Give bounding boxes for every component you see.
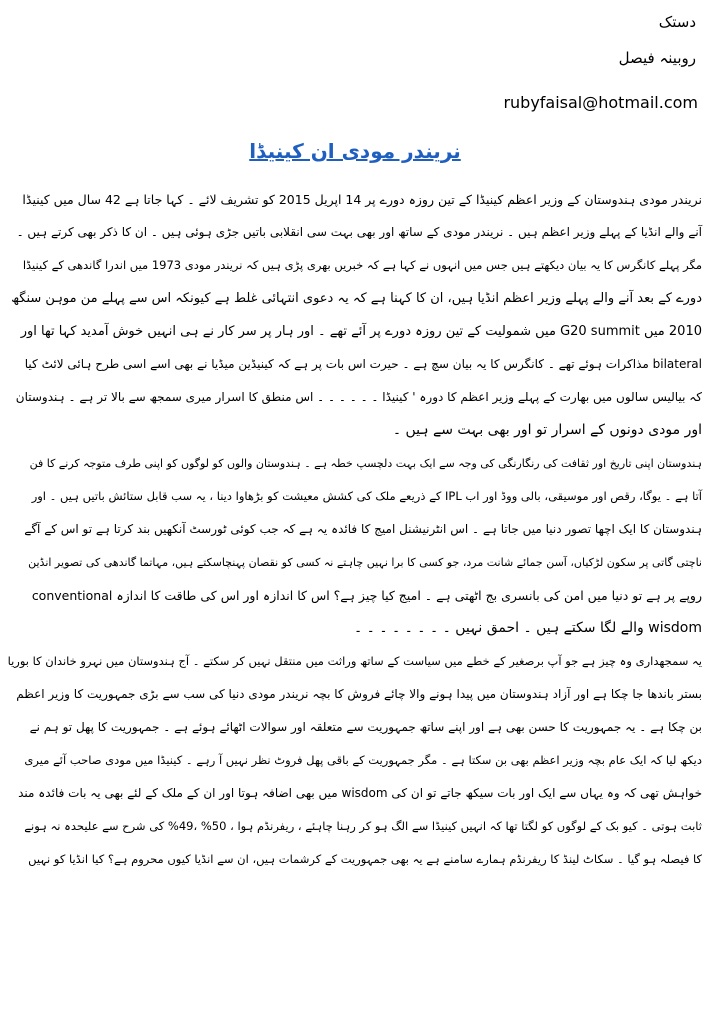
text-line: ناچتی گاتی پر سکون لڑکیاں، آسن جمائے شانت مرد، جو کسی کا برا نہیں چاہتے نہ کسی کو نقصان پہنچاسکتے ہیں، مہاتما گاندھی کی تصویر انڈین <box>28 556 702 569</box>
text-line: bilateral مذاکرات ہوئے تھے ۔ کانگرس کا یہ بیان سچ ہے ۔ حیرت اس بات پر ہے کہ کینیڈین میڈیا نے بھی اسے اسی طرح ہائی لائٹ کیا <box>24 357 702 371</box>
text-line: بستر باندھا جا چکا ہے اور آزاد ہندوستان میں پیدا ہونے والا چائے فروش کا بچہ نریندر مودی دنیا کی سب سے بڑی جمہوریت کا وزیر اعظم <box>16 687 702 701</box>
text-line: wisdom والے لگا سکتے ہیں ۔ احمق نہیں ۔ ۔ ۔ ۔ ۔ ۔ ۔ ۔ <box>354 620 702 636</box>
article-body <box>6 183 702 876</box>
text-line: دورے کے بعد آنے والے پہلے وزیر اعظم انڈیا ہیں، ان کا کہنا ہے کہ یہ دعوی انتہائی غلط ہے کیونکہ اس سے پہلے من موہن سنگھ <box>11 291 702 306</box>
text-line: خواہش تھی کہ وہ یہاں سے ایک اور بات سیکھ جاتے تو ان کی wisdom میں بھی اضافہ ہوتا اور ان کے ملک کے لئے بھی یہ بات فائدہ مند <box>18 786 702 800</box>
text-line: مگر پہلے کانگرس کا یہ بیان دیکھتے ہیں جس میں انہوں نے کہا ہے کہ خبریں بھری پڑی ہیں کہ نریندر مودی 1973 میں اندرا گاندھی کے کینیڈا <box>22 258 702 272</box>
text-line: ہندوستان کا ایک اچھا تصور دنیا میں جاتا ہے ۔ اس انٹرنیشنل امیج کا فائدہ یہ ہے کہ جب کوئی ٹورسٹ آنکھیں بند کرتا ہے تو اس کے آگے <box>24 522 702 536</box>
author-name: روبینہ فیصل <box>618 49 696 67</box>
text-line: کہ بیالیس سالوں میں بھارت کے پہلے وزیر اعظم کا دورہ ' کینیڈا ۔ ۔ ۔ ۔ ۔ ۔ اس منطق کا اسرار میری سمجھ سے بالا تر ہے ۔ ہندوستان <box>15 390 702 404</box>
article-title: نریندر مودی ان کینیڈا <box>249 139 461 163</box>
text-line: دیکھ لیا کہ ایک عام بچہ وزیر اعظم بھی بن سکتا ہے ۔ مگر جمہوریت کے باقی پھل فروٹ نظر نہیں آ رہے ۔ کینیڈا میں مودی صاحب آئے میری <box>24 753 702 767</box>
text-line: آنے والے انڈیا کے پہلے وزیر اعظم ہیں ۔ نریندر مودی کے ساتھ اور بھی بہت سی انقلابی باتیں جڑی ہوئی ہیں ۔ ان کا ذکر بھی کرتے ہیں ۔ <box>16 225 702 239</box>
text-line: 2010 میں G20 summit میں شمولیت کے تین روزہ دورے پر آئے تھے ۔ اور ہار پر سر کار نے ہی انہیں خوش آمدید کہا تھا اور <box>20 324 702 339</box>
text-line: نریندر مودی ہندوستان کے وزیر اعظم کینیڈا کے تین روزہ دورے پر 14 اپریل 2015 کو تشریف لائے ۔ کہا جاتا ہے 42 سال میں کینیڈا <box>22 192 702 207</box>
text-line: یہ سمجھداری وہ چیز ہے جو آپ برصغیر کے خطے میں سیاست کے ساتھ وراثت میں منتقل نہیں کر سکتے ۔ آج ہندوستان میں نہرو خاندان کا بوریا <box>7 654 702 668</box>
paragraph-3 <box>6 645 702 876</box>
text-line: آتا ہے ۔ یوگا، رقص اور موسیقی، بالی ووڈ اور اب IPL کے ذریعے ملک کی کشش معیشت کو بڑھاوا دینا ، یہ سب قابل ستائش باتیں ہیں ۔ اور <box>31 489 702 503</box>
paragraph-2 <box>6 447 702 645</box>
text-line: بن چکا ہے ۔ یہ جمہوریت کا حسن بھی ہے اور اپنے ساتھ جمہوریت سے متعلقہ اور سوالات اٹھائے ہوئے ہے ۔ جمہوریت کا پھل تو ہم نے <box>29 720 702 734</box>
column-name: دستک <box>658 13 696 31</box>
text-line: اور مودی دونوں کے اسرار تو اور بھی بہت سے ہیں ۔ <box>392 422 702 438</box>
author-email[interactable]: rubyfaisal@hotmail.com <box>503 93 698 112</box>
text-line: کا فیصلہ ہو گیا ۔ سکاٹ لینڈ کا ریفرنڈم ہمارے سامنے ہے یہ بھی جمہوریت کے کرشمات ہیں، ان سے انڈیا کیوں محروم ہے؟ کیا انڈیا کو نہیں <box>28 852 702 866</box>
paragraph-1 <box>6 183 702 447</box>
text-line: روپے پر ہے تو دنیا میں امن کی بانسری بج اٹھتی ہے ۔ امیج کیا چیز ہے؟ اس کا اندازہ اور اس کی طاقت کا اندازہ conventional <box>31 588 702 603</box>
text-line: ثابت ہوتی ۔ کیو بک کے لوگوں کو لگتا تھا کہ انہیں کینیڈا سے الگ ہو کر رہنا چاہئے ، ریفرنڈم ہوا ، 50% ،49% کی شرح سے علیحدہ نہ ہونے <box>24 819 702 833</box>
text-line: ہندوستان اپنی تاریخ اور ثقافت کی رنگارنگی کی وجہ سے ایک بہت دلچسپ خطہ ہے ۔ ہندوستان والوں کو لوگوں کو اپنی طرف متوجہ کرنے کا فن <box>29 457 702 470</box>
